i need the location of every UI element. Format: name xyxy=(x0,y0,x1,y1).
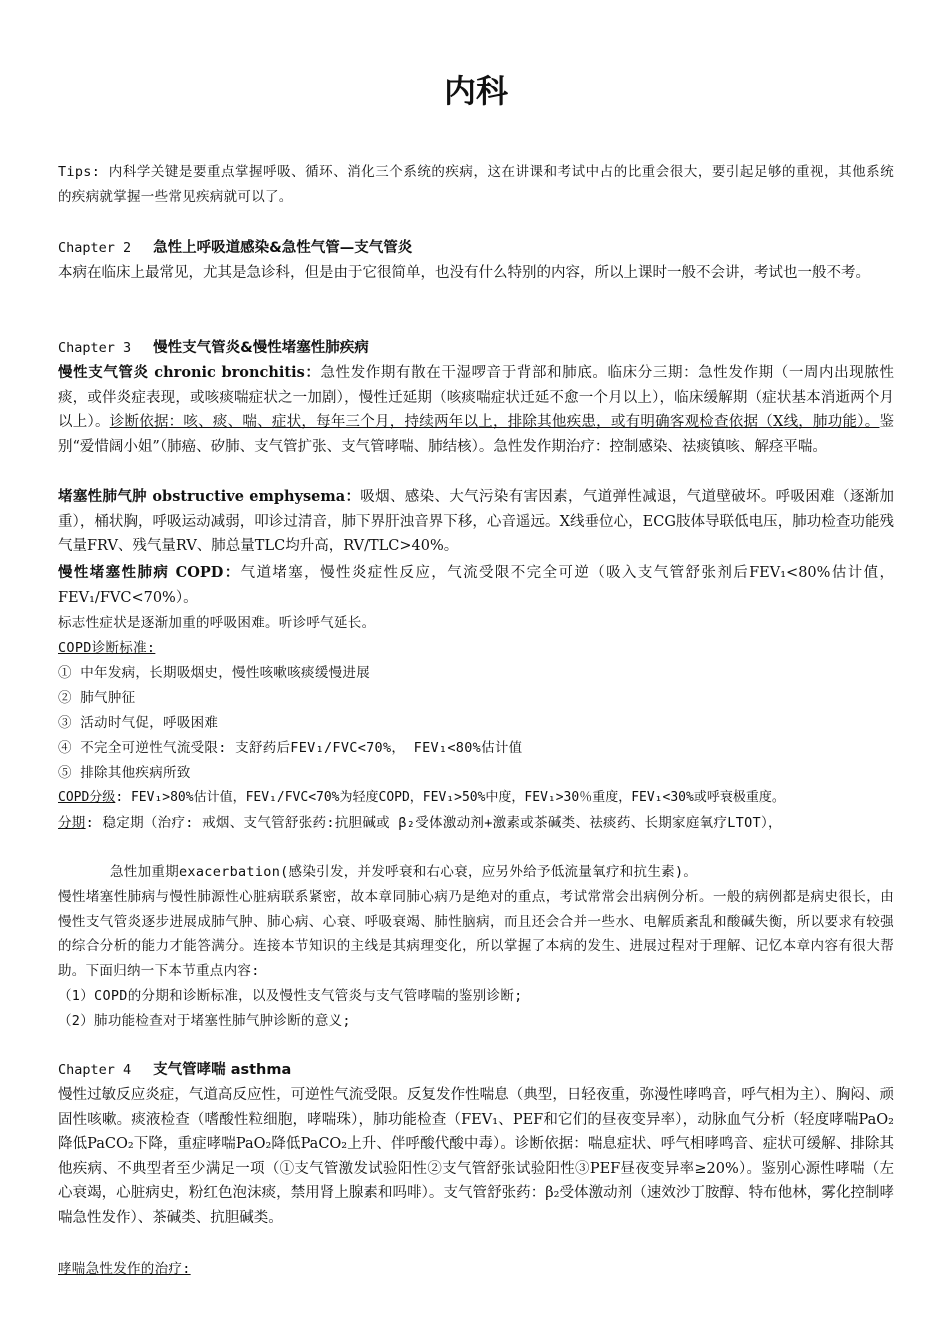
summary-paragraph: 慢性堵塞性肺病与慢性肺源性心脏病联系紧密，故本章同肺心病乃是绝对的重点，考试常常会出病例分析。一般的病例都是病史很长，由慢性支气管炎逐步进展成肺气肿、肺心病、心衰、呼吸衰竭、肺性脑病，而且还会合并一些水、电解质紊乱和酸碱失衡，所以要求有较强的综合分析的能力才能答满分。连接本节知识的主线是其病理变化，所以掌握了本病的发生、进展过程对于理解、记忆本章内容有很大帮助。下面归纳一下本节重点内容: xyxy=(58,889,894,979)
grading-label: COPD分级 xyxy=(58,790,116,805)
chapter-4-heading xyxy=(58,1058,894,1083)
sign-text: 标志性症状是逐渐加重的呼吸困难。听诊呼气延长。 xyxy=(58,615,376,631)
body-text: 急性发作期有散在干湿啰音于背部和肺底。临床分三期：急性发作期（一周内出现脓性痰，或伴炎症表现，或咳痰喘症状之一加剧），慢性迁延期（咳痰喘症状迁延不愈一个月以上），临床缓解期（症状基本消逝两个月以上）。 xyxy=(58,365,894,430)
key-point: （1）COPD的分期和诊断标准，以及慢性支气管炎与支气管哮喘的鉴别诊断; xyxy=(58,988,523,1004)
emphysema-paragraph xyxy=(58,485,894,559)
body-text: 鉴别“爱惜阔小姐”（肺癌、矽肺、支气管扩张、支气管哮喘、肺结核）。急性发作期治疗：控制感染、祛痰镇咳、解痉平喘。 xyxy=(58,414,894,455)
criteria-item: ④ 不完全可逆性气流受限: 支舒药后FEV₁/FVC<70%， FEV₁<80%估计值 xyxy=(58,740,523,756)
criteria-item: ⑤ 排除其他疾病所致 xyxy=(58,765,191,781)
chronic-bronchitis-paragraph xyxy=(58,361,894,459)
chapter-title: 支气管哮喘 asthma xyxy=(153,1062,292,1078)
key-point: （2）肺功能检查对于堵塞性肺气肿诊断的意义; xyxy=(58,1013,351,1029)
chapter-number: Chapter 2 xyxy=(58,240,132,256)
criteria-item: ③ 活动时气促，呼吸困难 xyxy=(58,715,219,731)
chapter-title: 慢性支气管炎&慢性堵塞性肺疾病 xyxy=(153,340,369,356)
tips-paragraph: Tips: 内科学关键是要重点掌握呼吸、循环、消化三个系统的疾病，这在讲课和考试中占的比重会很大，要引起足够的重视，其他系统的疾病就掌握一些常见疾病就可以了。 xyxy=(58,164,894,205)
term-chronic-bronchitis: 慢性支气管炎 chronic bronchitis： xyxy=(58,364,321,381)
asthma-paragraph: 慢性过敏反应炎症，气道高反应性，可逆性气流受限。反复发作性喘息（典型，日轻夜重，弥漫性哮鸣音，呼气相为主）、胸闷、顽固性咳嗽。痰液检查（嗜酸性粒细胞，哮喘珠），肺功能检查（FEV₁、PEF和它们的昼夜变异率），动脉血气分析（轻度哮喘PaO₂降低PaCO₂下降，重症哮喘PaO₂降低PaCO₂上升、伴呼酸代酸中毒）。诊断依据：喘息症状、呼气相哮鸣音、症状可缓解、排除其他疾病、不典型者至少满足一项（①支气管激发试验阳性②支气管舒张试验阳性③PEF昼夜变异率≥20%）。鉴别心源性哮喘（左心衰竭，心脏病史，粉红色泡沫痰，禁用肾上腺素和吗啡）。支气管舒张药：β₂受体激动剂（速效沙丁胺醇、特布他林，雾化控制哮喘急性发作）、茶碱类、抗胆碱类。 xyxy=(58,1087,894,1226)
criteria-title: COPD诊断标准: xyxy=(58,640,156,656)
chapter-number: Chapter 3 xyxy=(58,340,132,356)
diagnosis-basis: 诊断依据：咳、痰、喘、症状，每年三个月，持续两年以上，排除其他疾患，或有明确客观检查依据（X线，肺功能）。 xyxy=(109,414,880,430)
criteria-item: ② 肺气肿征 xyxy=(58,690,136,706)
asthma-treatment-title: 哮喘急性发作的治疗: xyxy=(58,1261,191,1277)
grading-text: : FEV₁>80%估计值，FEV₁/FVC<70%为轻度COPD，FEV₁>50%中度，FEV₁>30％重度，FEV₁<30%或呼衰极重度。 xyxy=(115,790,785,805)
page-title: 内科 xyxy=(443,72,508,110)
chapter-title: 急性上呼吸道感染&急性气管—支气管炎 xyxy=(153,240,413,256)
term-copd: 慢性堵塞性肺病 COPD： xyxy=(58,564,241,581)
copd-staging xyxy=(58,811,894,836)
staging-text: : 稳定期（治疗: 戒烟、支气管舒张药:抗胆碱或 β₂受体激动剂+激素或茶碱类、祛痰药、长期家庭氧疗LTOT）， xyxy=(85,815,782,831)
chapter-2-text: 本病在临床上最常见，尤其是急诊科，但是由于它很简单，也没有什么特别的内容，所以上课时一般不会讲，考试也一般不考。 xyxy=(58,265,870,281)
chapter-number: Chapter 4 xyxy=(58,1062,132,1078)
body-text: 吸烟、感染、大气污染有害因素，气道弹性减退，气道壁破坏。呼吸困难（逐渐加重），桶状胸，呼吸运动减弱，叩诊过清音，肺下界肝浊音界下移，心音遥远。X线垂位心，ECG肢体导联低电压，肺功检查功能残气量FRV、残气量RV、肺总量TLC均升高，RV/TLC>40%。 xyxy=(58,489,895,554)
chapter-3-heading xyxy=(58,336,894,361)
term-emphysema: 堵塞性肺气肿 obstructive emphysema： xyxy=(58,488,361,505)
copd-grading xyxy=(58,786,894,811)
criteria-item: ① 中年发病，长期吸烟史，慢性咳嗽咳痰缓慢进展 xyxy=(58,665,371,681)
staging-label: 分期 xyxy=(58,815,86,831)
body-text: 气道堵塞，慢性炎症性反应，气流受限不完全可逆（吸入支气管舒张剂后FEV₁<80%估计值，FEV₁/FVC<70%）。 xyxy=(58,565,894,606)
copd-paragraph xyxy=(58,561,894,610)
chapter-2-heading xyxy=(58,236,894,261)
exacerbation-text: 急性加重期exacerbation(感染引发，并发呼衰和右心衰，应另外给予低流量氧疗和抗生素)。 xyxy=(110,864,698,880)
